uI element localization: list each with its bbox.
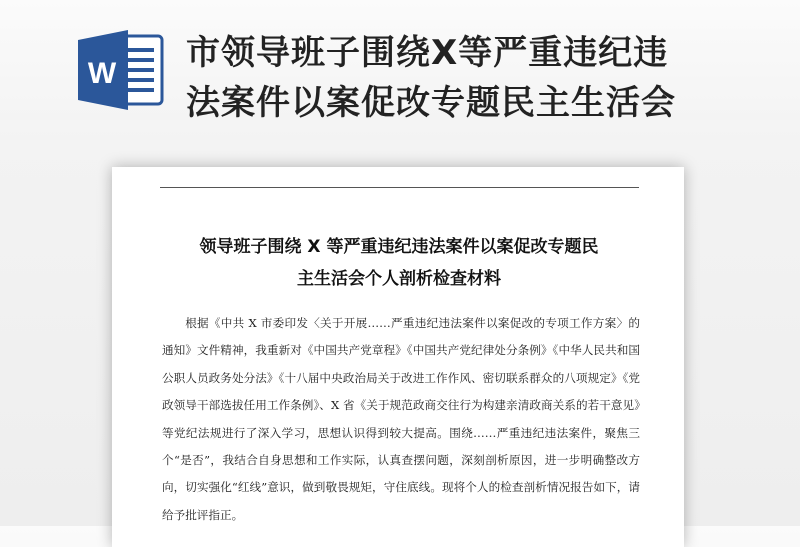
banner-title (186, 28, 746, 128)
banner (0, 0, 800, 150)
document-title-line2: 主生活会个人剖析检查材料 (297, 269, 501, 289)
banner-title-line1: 市领导班子围绕X等严重违纪违 (186, 33, 669, 73)
document-body-paragraph: 根据《中共 X 市委印发〈关于开展……严重违纪违法案件以案促改的专项工作方案〉的通知》文件精神，我重新对《中国共产党章程》《中国共产党纪律处分条例》《中华人民共和国公职人员政务处分法》《十八届中央政治局关于改进工作作风、密切联系群众的八项规定》《党政领导干部选拔任用工作条例》、X 省《关于规范政商交往行为构建亲清政商关系的若干意见》等党纪法规进行了深入学习，思想认识得到较大提高。围绕……严重违纪违法案件，聚焦三个“是否”，我结合自身思想和工作实际，认真查摆问题，深刻剖析原因，进一步明确整改方向，切实强化“红线”意识，做到敬畏规矩，守住底线。现将个人的检查剖析情况报告如下，请给予批评指正。 (162, 316, 640, 522)
banner-title-line2: 法案件以案促改专题民主生活会 (186, 83, 676, 123)
document-title (152, 231, 646, 295)
document-title-line1: 领导班子围绕 X 等严重违纪违法案件以案促改专题民 (199, 237, 599, 257)
header-rule (160, 187, 639, 188)
document-page (112, 167, 684, 547)
word-icon-letter: W (87, 57, 117, 90)
word-icon (76, 28, 166, 112)
